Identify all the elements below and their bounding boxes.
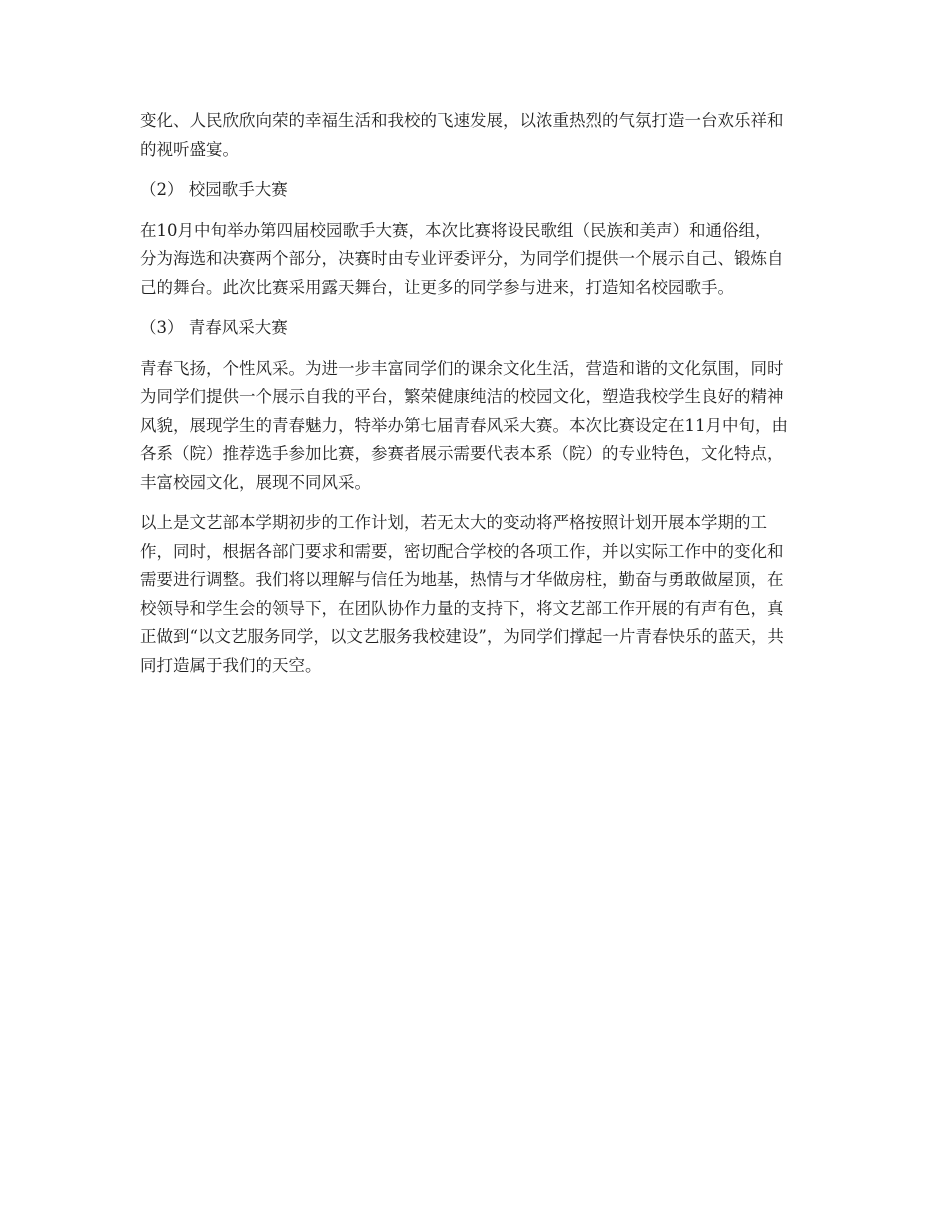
text-line: 以上是文艺部本学期初步的工作计划，若无太大的变动将严格按照计划开展本学期的工 (140, 513, 767, 532)
text-line: 己的舞台。此次比赛采用露天舞台，让更多的同学参与进来，打造知名校园歌手。 (140, 277, 734, 297)
heading-campus-singer-contest (140, 176, 808, 205)
text-line: 在10月中旬举办第四届校园歌手大赛，本次比赛将设民歌组（民族和美声）和通俗组， (140, 220, 772, 240)
paragraph-conclusion (140, 509, 808, 680)
paragraph-festival-continued (140, 107, 808, 164)
section-heading: （3） 青春风采大赛 (140, 318, 288, 337)
text-line: 作，同时，根据各部门要求和需要，密切配合学校的各项工作，并以实际工作中的变化和 (140, 541, 784, 561)
heading-youth-style-contest (140, 314, 808, 343)
text-line: 各系（院）推荐选手参加比赛，参赛者展示需要代表本系（院）的专业特色，文化特点， (140, 444, 784, 463)
text-line: 同打造属于我们的天空。 (140, 655, 322, 675)
text-line: 变化、人民欣欣向荣的幸福生活和我校的飞速发展，以浓重热烈的气氛打造一台欢乐祥和 (140, 111, 784, 130)
text-line: 分为海选和决赛两个部分，决赛时由专业评委评分，为同学们提供一个展示自己、锻炼自 (140, 249, 784, 268)
text-line: 需要进行调整。我们将以理解与信任为地基，热情与才华做房柱，勤奋与勇敢做屋顶，在 (140, 570, 784, 589)
text-line: 为同学们提供一个展示自我的平台，繁荣健康纯洁的校园文化，塑造我校学生良好的精神 (140, 387, 784, 406)
text-line: 丰富校园文化，展现不同风采。 (140, 472, 371, 492)
text-line: 风貌，展现学生的青春魅力，特举办第七届青春风采大赛。本次比赛设定在11月中旬，由 (140, 415, 788, 435)
document-body (140, 107, 808, 692)
text-line: 正做到“以文艺服务同学，以文艺服务我校建设”，为同学们撑起一片青春快乐的蓝天，共 (140, 627, 784, 646)
section-heading: （2） 校园歌手大赛 (140, 180, 288, 199)
text-line: 青春飞扬，个性风采。为进一步丰富同学们的课余文化生活，营造和谐的文化氛围，同时 (140, 358, 784, 378)
text-line: 校领导和学生会的领导下，在团队协作力量的支持下，将文艺部工作开展的有声有色，真 (140, 598, 784, 618)
paragraph-youth-style-contest (140, 355, 808, 498)
paragraph-campus-singer-contest (140, 217, 808, 303)
text-line: 的视听盛宴。 (140, 139, 239, 159)
